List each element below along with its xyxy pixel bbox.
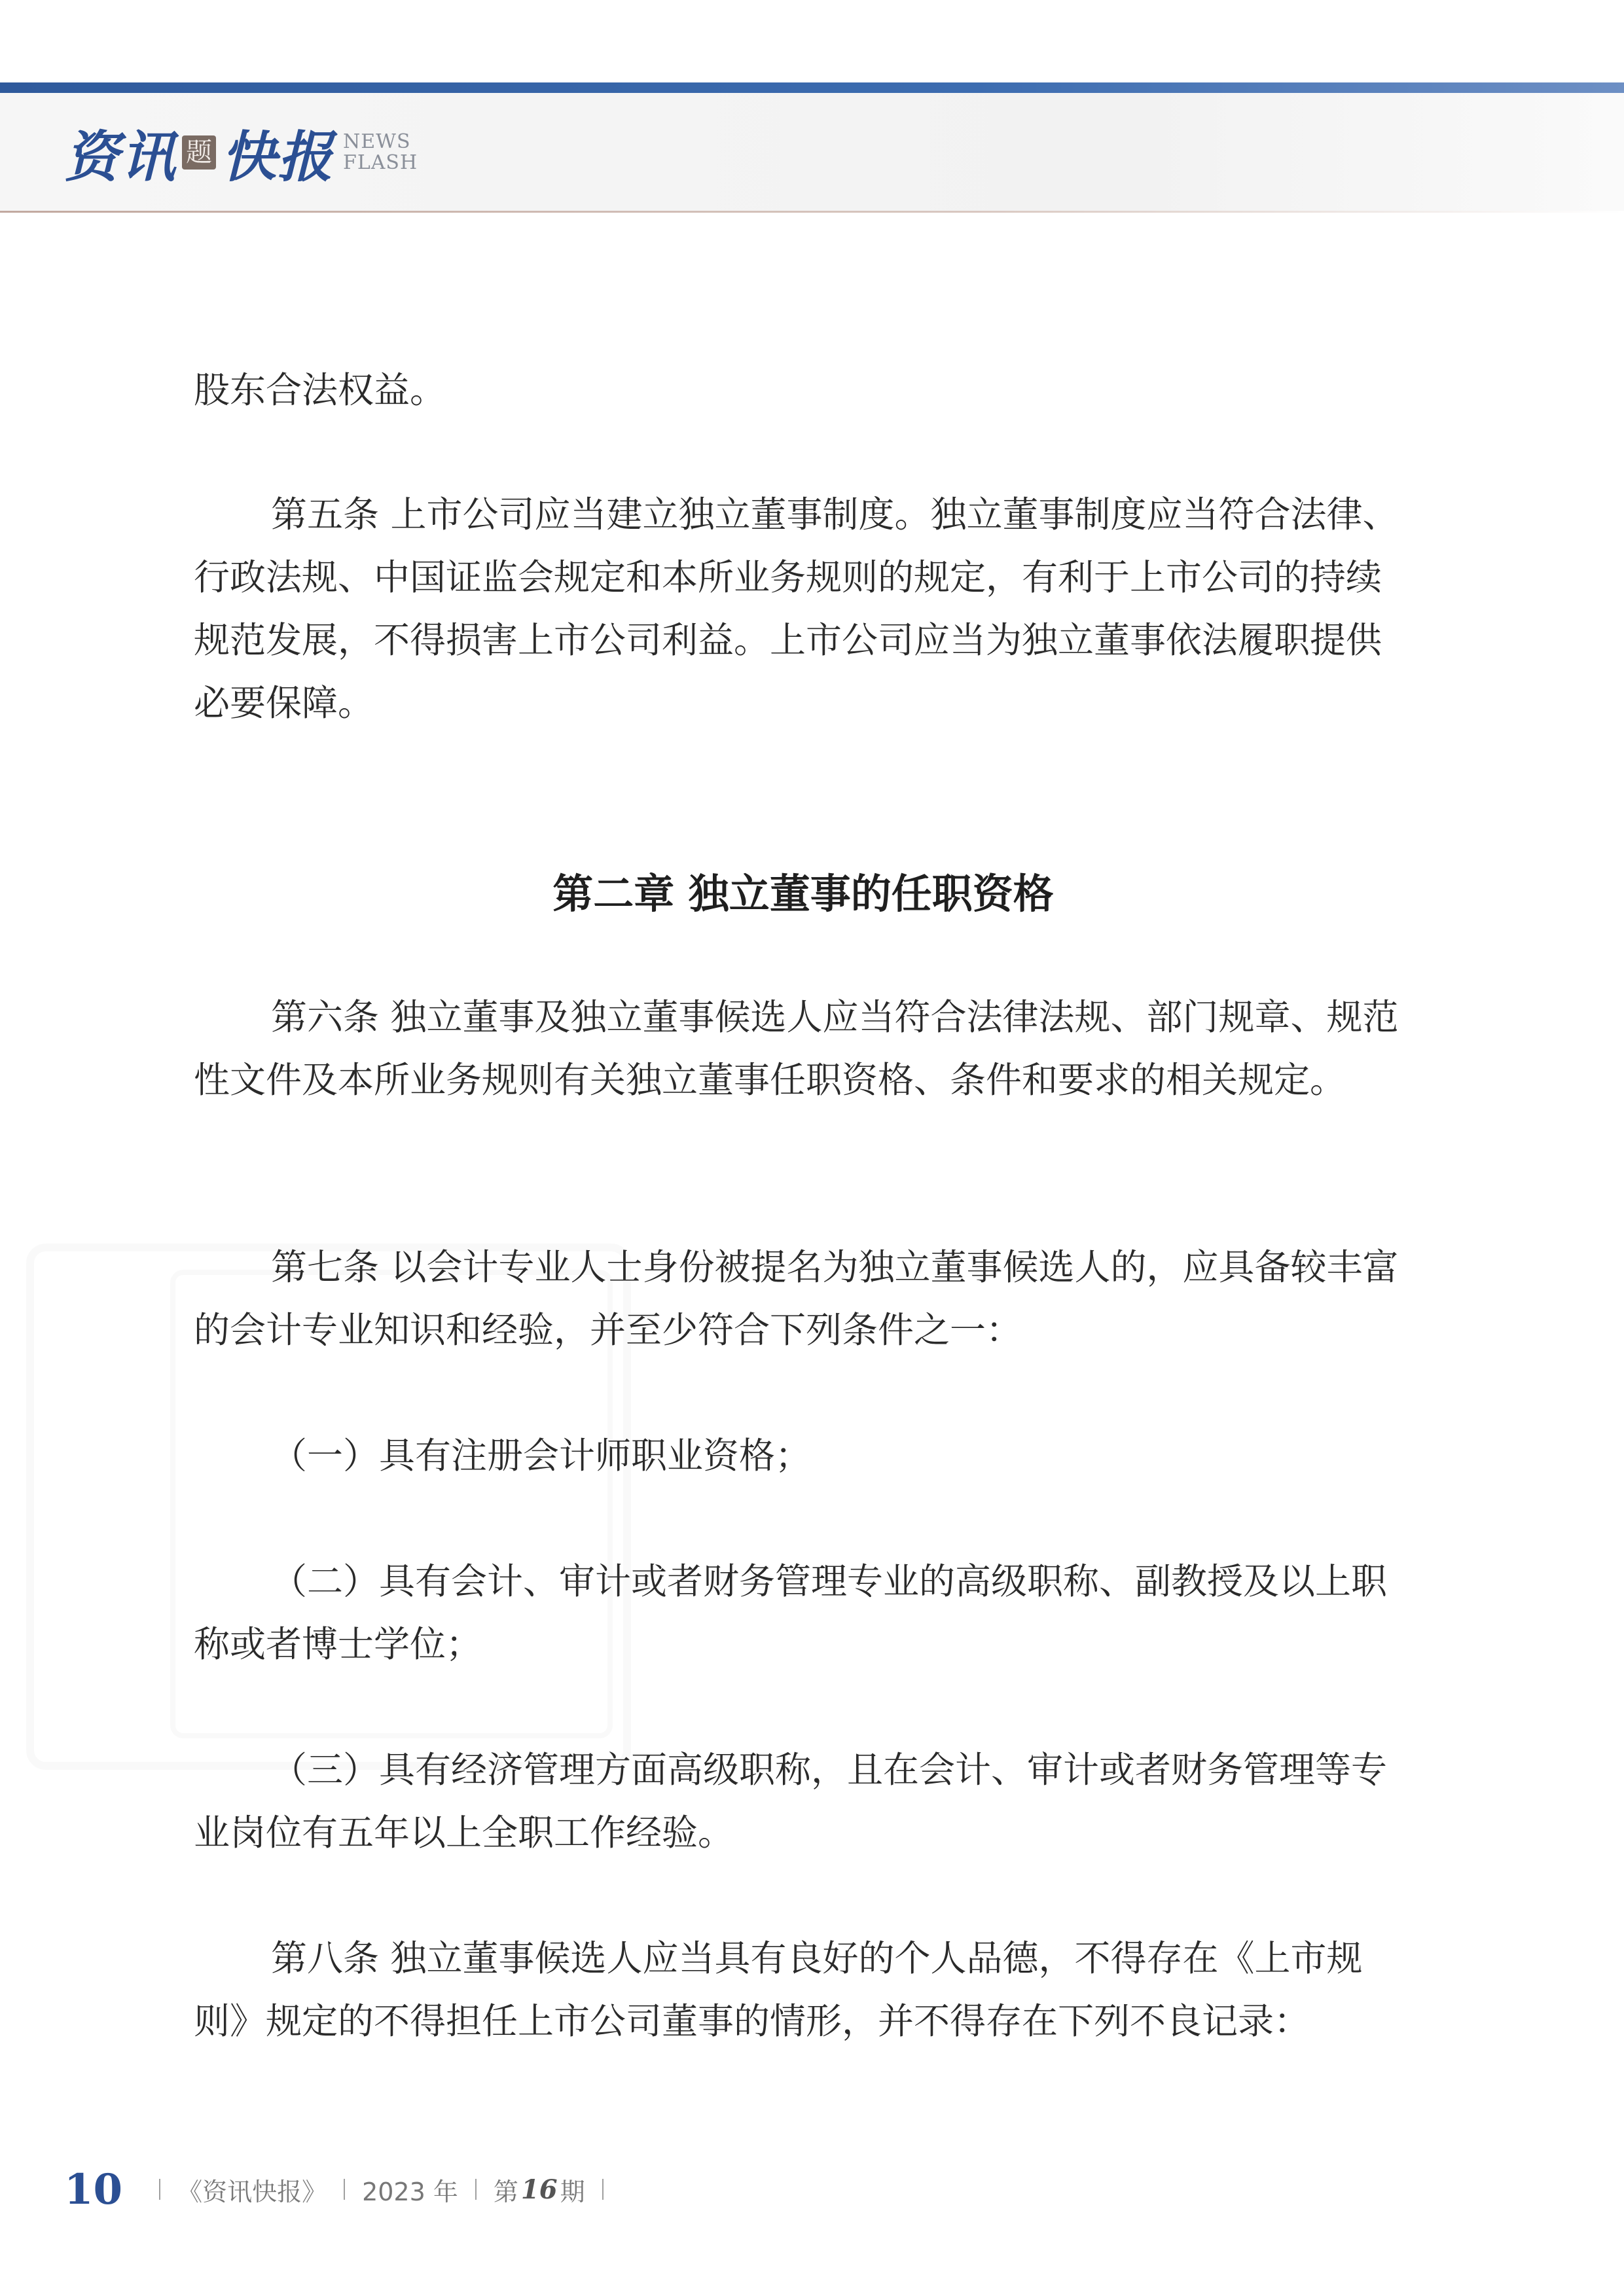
masthead-logo xyxy=(64,117,418,188)
page-footer xyxy=(64,2160,621,2219)
footer-issue-prefix: 第 xyxy=(493,2177,518,2206)
masthead-english xyxy=(343,132,418,173)
footer-separator xyxy=(159,2179,160,2200)
masthead-english-line1: NEWS xyxy=(343,130,411,153)
footer-issue-suffix: 期 xyxy=(560,2177,585,2206)
footer-issue-number: 16 xyxy=(520,2174,558,2205)
footer-separator xyxy=(602,2179,604,2200)
footer-publication: 《资讯快报》 xyxy=(177,2177,327,2206)
masthead-title-part1: 资讯 xyxy=(64,124,177,189)
paragraph-continuation: 股东合法权益。 xyxy=(194,369,446,411)
paragraph-article-8: 第八条 独立董事候选人应当具有良好的个人品德，不得存在《上市规则》规定的不得担任上市公司董事的情形，并不得存在下列不良记录： xyxy=(194,1937,1363,2042)
masthead-title-part2: 快报 xyxy=(221,124,334,189)
chapter-heading: 第二章 独立董事的任职资格 xyxy=(552,870,1054,918)
page-number: 10 xyxy=(64,2164,123,2214)
paragraph-article-5: 第五条 上市公司应当建立独立董事制度。独立董事制度应当符合法律、行政法规、中国证监会规定和本所业务规则的规定，有利于上市公司的持续规范发展，不得损害上市公司利益。上市公司应当为独立董事依法履职提供必要保障。 xyxy=(194,493,1399,724)
seal-icon: 题 xyxy=(182,135,216,170)
list-item-article-7-3: （三）具有经济管理方面高级职称，且在会计、审计或者财务管理等专业岗位有五年以上全职工作经验。 xyxy=(194,1749,1388,1854)
footer-separator xyxy=(475,2179,477,2200)
header-divider xyxy=(0,211,1624,213)
footer-separator xyxy=(344,2179,345,2200)
list-item-article-7-1: （一）具有注册会计师职业资格； xyxy=(271,1435,812,1477)
header-top-bar xyxy=(0,82,1624,93)
paragraph-article-6: 第六条 独立董事及独立董事候选人应当符合法律法规、部门规章、规范性文件及本所业务规则有关独立董事任职资格、条件和要求的相关规定。 xyxy=(194,996,1399,1101)
footer-year: 2023 年 xyxy=(362,2177,458,2206)
paragraph-article-7: 第七条 以会计专业人士身份被提名为独立董事候选人的，应具备较丰富的会计专业知识和经验，并至少符合下列条件之一： xyxy=(194,1246,1399,1351)
list-item-article-7-2: （二）具有会计、审计或者财务管理专业的高级职称、副教授及以上职称或者博士学位； xyxy=(194,1560,1388,1665)
masthead-english-line2: FLASH xyxy=(343,151,418,174)
